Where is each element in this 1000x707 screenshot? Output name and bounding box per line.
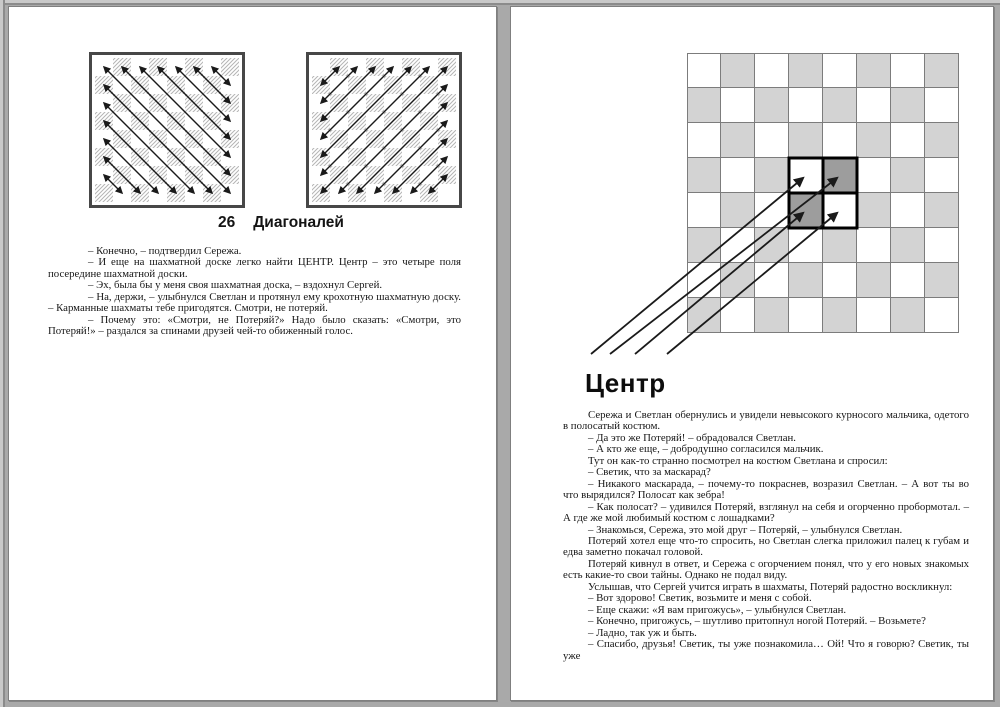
paragraph: – Да это же Потеряй! – обрадовался Светлан. [588,431,796,444]
right-page [510,6,994,701]
paragraph: – Знакомься, Сережа, это мой друг – Потеряй, – улыбнулся Светлан. [588,523,903,536]
center-board-diagram [581,47,971,367]
paragraph: – На, держи, – улыбнулся Светлан и протянул ему крохотную шахматную доску. – Карманные шахматы тебе пригодятся. Смотри, не потеряй. [48,290,461,315]
chapter-heading: Центр [585,368,666,398]
diagonals-board-nw-se [89,52,245,208]
paragraph: – Почему это: «Смотри, не Потеряй?» Надо было сказать: «Смотри, это Потеряй!» – раздался за спинами друзей чей-то обиженный голос. [48,313,461,338]
paragraph: – Конечно, – подтвердил Сережа. [88,245,242,257]
paragraph: – Как полосат? – удивился Потеряй, взглянул на себя и огорченно пробормотал. – А где же мой любимый костюм с лошадками? [563,500,969,525]
paragraph: Потеряй кивнул в ответ, и Сережа с огорчением понял, что у его новых знакомых есть какие-то свои тайны. Однако не подал виду. [563,557,969,582]
paragraph: – Никакого маскарада, – почему-то покраснев, возразил Светлан. – А вот ты во что вырядился? Полосат как зебра! [563,477,969,502]
paragraph: – Ладно, так уж и быть. [588,626,697,639]
section-heading [218,215,344,231]
paragraph: Услышав, что Сергей учится играть в шахматы, Потеряй радостно воскликнул: [588,580,953,593]
paragraph: – Эх, была бы у меня своя шахматная доска, – вздохнул Сергей. [88,279,383,292]
center-dark-square [823,158,857,193]
left-page-text [48,246,461,338]
viewport-frame-top [0,0,1000,5]
section-number: 26 [218,214,236,231]
viewport-frame-left [0,0,5,707]
paragraph: – А кто же еще, – добродушно согласился мальчик. [588,443,824,456]
paragraph: – Конечно, пригожусь, – шутливо притопнул ногой Потеряй. – Возьмете? [588,615,926,628]
paragraph: – Вот здорово! Светик, возьмите и меня с собой. [588,592,812,605]
paragraph: Тут он как-то странно посмотрел на костюм Светлана и спросил: [588,454,888,467]
right-page-text [563,410,969,662]
section-title: Диагоналей [253,214,344,231]
diagonals-board-sw-ne [306,52,462,208]
left-page [8,6,497,701]
paragraph: Потеряй хотел еще что-то спросить, но Светлан слегка приложил палец к губам и едва заметно покачал головой. [563,534,969,559]
paragraph: – Светик, что за маскарад? [588,466,711,479]
paragraph: – Еще скажи: «Я вам пригожусь», – улыбнулся Светлан. [588,603,847,616]
paragraph: – И еще на шахматной доске легко найти ЦЕНТР. Центр – это четыре поля посередине шахматной доски. [48,256,461,280]
paragraph: Сережа и Светлан обернулись и увидели невысокого курносого мальчика, одетого в полосатый костюм. [563,409,969,433]
paragraph: – Спасибо, друзья! Светик, ты уже познакомила… Ой! Что я говорю? Светик, ты уже [563,638,969,662]
